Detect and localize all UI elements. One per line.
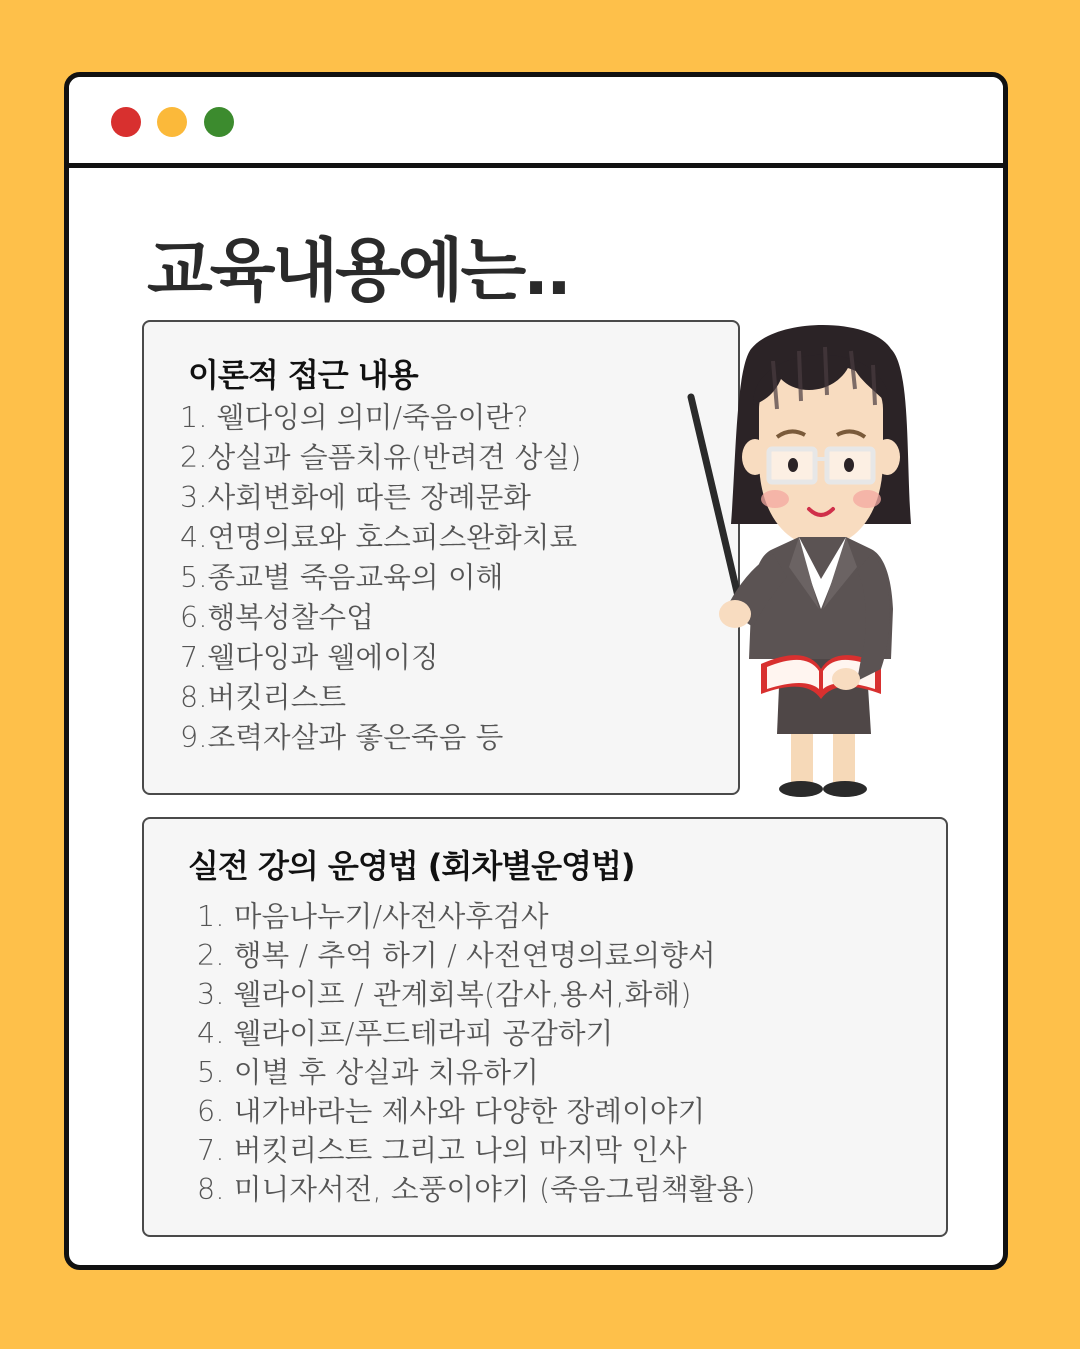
theory-content-box — [142, 320, 740, 795]
list-item: 7.웰다잉과 웰에이징 — [180, 641, 439, 674]
list-item: 2.상실과 슬픔치유(반려견 상실) — [180, 441, 582, 474]
list-item: 8. 미니자서전, 소풍이야기 (죽음그림책활용) — [197, 1173, 756, 1206]
page-title: 교육내용에는.. — [147, 232, 569, 311]
list-item: 7. 버킷리스트 그리고 나의 마지막 인사 — [197, 1134, 687, 1167]
practical-method-box — [142, 817, 948, 1237]
list-item: 2. 행복 / 추억 하기 / 사전연명의료의향서 — [197, 939, 716, 972]
maximize-window-dot[interactable] — [204, 107, 234, 137]
teacher-illustration — [681, 309, 971, 801]
list-item: 3. 웰라이프 / 관계회복(감사,용서,화해) — [197, 978, 692, 1011]
list-item: 6. 내가바라는 제사와 다양한 장례이야기 — [197, 1095, 706, 1128]
practical-method-title: 실전 강의 운영법 (회차별운영법) — [188, 847, 635, 885]
practical-method-list — [197, 897, 756, 1209]
list-item: 1. 마음나누기/사전사후검사 — [197, 900, 549, 933]
list-item: 8.버킷리스트 — [180, 681, 347, 714]
close-window-dot[interactable] — [111, 107, 141, 137]
list-item: 4. 웰라이프/푸드테라피 공감하기 — [197, 1017, 614, 1050]
list-item: 9.조력자살과 좋은죽음 등 — [180, 721, 504, 754]
list-item: 3.사회변화에 따른 장례문화 — [180, 481, 532, 514]
list-item: 5. 이별 후 상실과 치유하기 — [197, 1056, 539, 1089]
list-item: 5.종교별 죽음교육의 이해 — [180, 561, 504, 594]
minimize-window-dot[interactable] — [157, 107, 187, 137]
theory-content-title: 이론적 접근 내용 — [188, 356, 418, 394]
list-item: 4.연명의료와 호스피스완화치료 — [180, 521, 578, 554]
list-item: 6.행복성찰수업 — [180, 601, 374, 634]
window-titlebar — [69, 77, 1003, 168]
list-item: 1. 웰다잉의 의미/죽음이란? — [180, 401, 529, 434]
theory-content-list — [180, 398, 582, 758]
browser-window — [64, 72, 1008, 1270]
